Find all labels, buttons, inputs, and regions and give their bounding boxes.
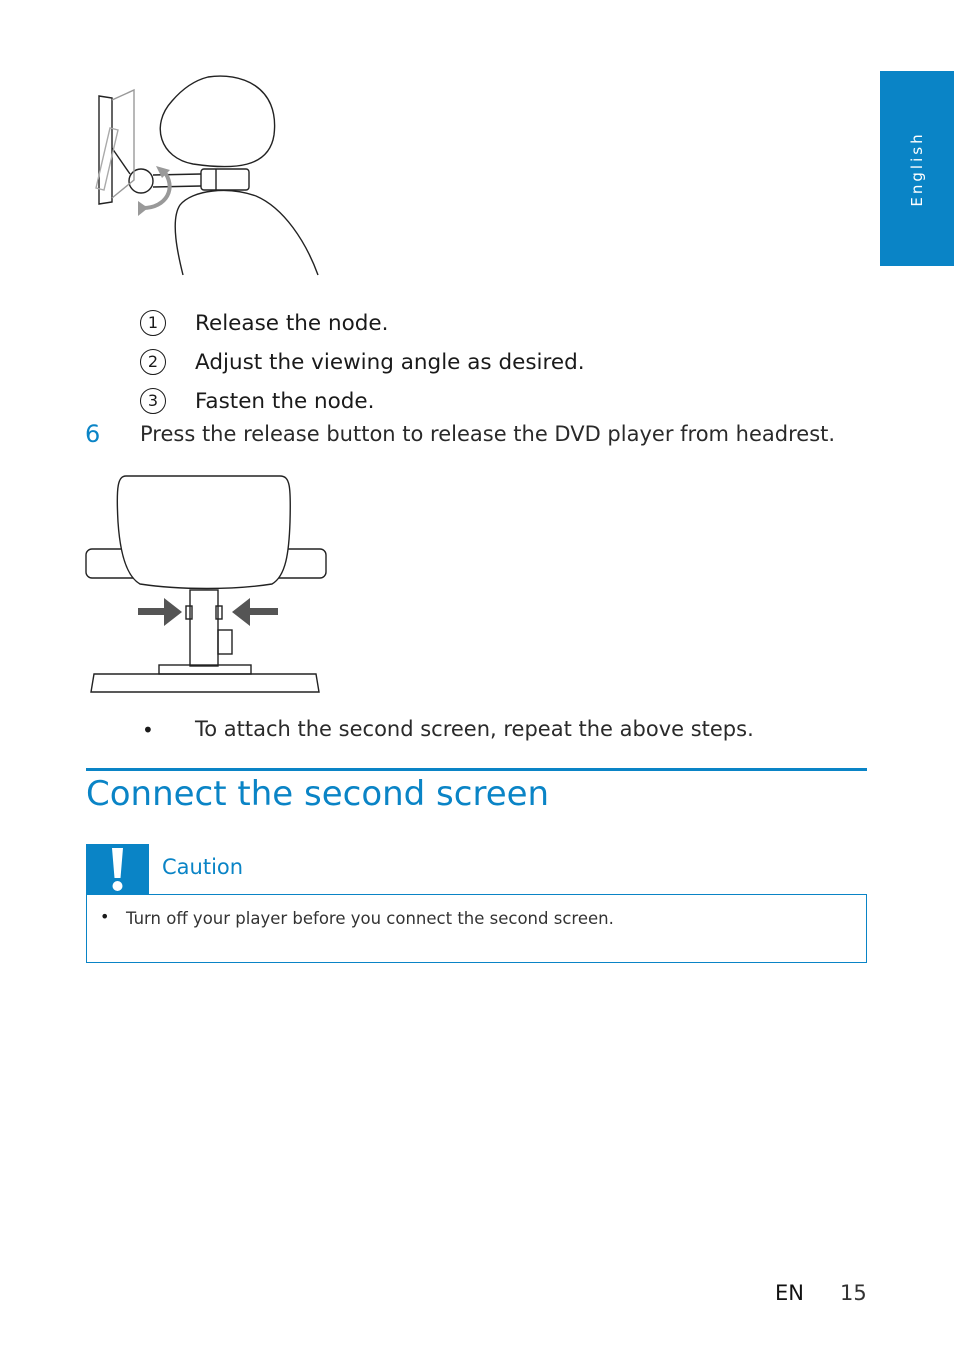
substep-number: 3 — [140, 388, 166, 414]
substep-number: 2 — [140, 349, 166, 375]
bullet-symbol: • — [142, 718, 154, 742]
section-title: Connect the second screen — [86, 774, 550, 814]
headrest-release-illustration — [84, 472, 330, 698]
language-tab — [880, 71, 954, 266]
caution-icon-box — [86, 844, 149, 895]
substep-number: 1 — [140, 310, 166, 336]
substep-text: Adjust the viewing angle as desired. — [195, 349, 585, 375]
step-text: Press the release button to release the DVD player from headrest. — [140, 422, 836, 446]
language-tab-label: English — [908, 130, 926, 207]
caution-bullet: • — [100, 907, 110, 926]
caution-text: Turn off your player before you connect the second screen. — [126, 909, 614, 928]
step-number: 6 — [85, 420, 101, 448]
substep-text: Release the node. — [195, 310, 389, 336]
bullet-text: To attach the second screen, repeat the above steps. — [195, 717, 754, 741]
caution-body — [86, 894, 867, 963]
page-number: 15 — [840, 1281, 867, 1305]
exclamation-icon — [86, 844, 149, 895]
section-divider — [86, 768, 867, 771]
substep-release-node — [140, 307, 389, 339]
footer-language-code: EN — [775, 1281, 804, 1305]
substep-text: Fasten the node. — [195, 388, 375, 414]
substep-fasten-node — [140, 385, 375, 417]
caution-label: Caution — [162, 855, 244, 879]
substep-adjust-angle — [140, 346, 585, 378]
headrest-angle-illustration — [88, 70, 328, 280]
